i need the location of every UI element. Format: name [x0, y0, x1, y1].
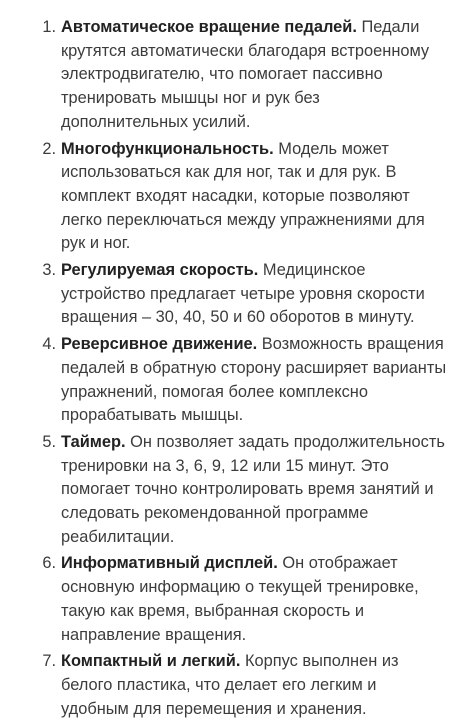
list-item-title: Таймер. [61, 432, 126, 451]
list-item-number: 5. [42, 432, 56, 451]
list-item-title: Реверсивное движение. [61, 335, 258, 354]
list-item-description: Медицинское устройство предлагает четыре уровня скорости вращения – 30, 40, 50 и 60 оборотов в минуту. [61, 261, 425, 327]
list-item-title: Компактный и легкий. [61, 652, 241, 671]
list-item-title: Информативный дисплей. [61, 554, 278, 573]
list-item-number: 7. [42, 652, 56, 671]
list-item-title: Автоматическое вращение педалей. [61, 18, 357, 36]
list-item-description: Корпус выполнен из белого пластика, что делает его легким и удобным для перемещения и хранения. [61, 652, 399, 718]
list-item-number: 1. [42, 18, 56, 36]
list-item [0, 431, 447, 550]
list-item-title: Многофункциональность. [61, 139, 274, 158]
list-item [0, 552, 447, 647]
list-item-description: Он позволяет задать продолжительность тренировки на 3, 6, 9, 12 или 15 минут. Это помогает точно контролировать время занятий и следовать рекомендованной программе реабилитации. [61, 432, 445, 546]
list-item-description: Педали крутятся автоматически благодаря встроенному электродвигателю, что помогает пассивно тренировать мышцы ног и рук без дополнительных усилий. [61, 18, 430, 131]
list-item [0, 259, 447, 330]
list-item [0, 138, 447, 257]
list-item-number: 4. [42, 335, 56, 354]
list-item-number: 2. [42, 139, 56, 158]
list-item-number: 3. [42, 261, 56, 280]
list-item-description: Он отображает основную информацию о текущей тренировке, такую как время, выбранная скорость и направление вращения. [61, 554, 419, 644]
list-item [0, 333, 447, 428]
list-item [0, 650, 447, 721]
list-item-description: Модель может использоваться как для ног, так и для рук. В комплект входят насадки, которые позволяют легко переключаться между упражнениями для рук и ног. [61, 139, 425, 253]
list-item [0, 16, 447, 135]
list-item-description: Возможность вращения педалей в обратную сторону расширяет варианты упражнений, помогая более комплексно прорабатывать мышцы. [61, 335, 447, 425]
list-item-title: Регулируемая скорость. [61, 261, 259, 280]
list-item-number: 6. [42, 554, 56, 573]
